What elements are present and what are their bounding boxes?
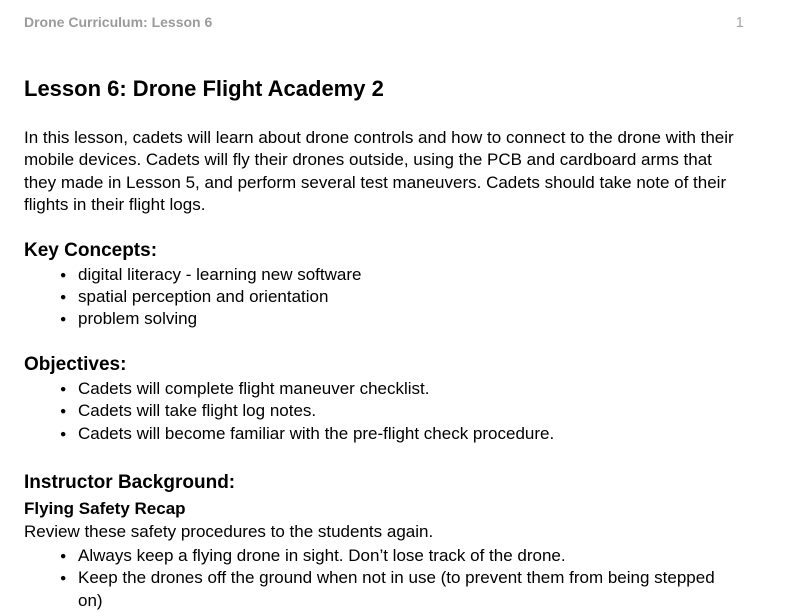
instructor-background-heading: Instructor Background: <box>24 472 236 494</box>
list-item-text: Cadets will complete flight maneuver checklist. <box>78 378 430 398</box>
document-header <box>24 0 744 32</box>
running-header-title: Drone Curriculum: Lesson 6 <box>24 14 213 30</box>
safety-list <box>24 545 744 612</box>
list-item <box>24 423 744 445</box>
list-item <box>24 400 744 422</box>
list-item-text: Cadets will take flight log notes. <box>78 401 317 421</box>
bullet-icon: ● <box>60 427 67 440</box>
list-item-text: spatial perception and orientation <box>78 287 329 307</box>
list-item <box>24 286 744 308</box>
list-item <box>24 378 744 400</box>
bullet-icon: ● <box>60 382 67 395</box>
list-item <box>24 308 744 330</box>
list-item <box>24 567 744 612</box>
safety-intro-text: Review these safety procedures to the students again. <box>24 522 434 542</box>
page-number: 1 <box>735 14 744 31</box>
bullet-icon: ● <box>60 549 67 562</box>
intro-paragraph: In this lesson, cadets will learn about drone controls and how to connect to the drone with their mobile devices. Cadets will fly their drones outside, using the PCB and cardboard arms that they made in Lesson 5, and perform several test maneuvers. Cadets should take note of their flights in their flight logs. <box>24 128 734 215</box>
bullet-icon: ● <box>60 572 67 585</box>
bullet-icon: ● <box>60 291 67 304</box>
list-item-text: Keep the drones off the ground when not in use (to prevent them from being stepped on) <box>78 568 715 610</box>
objectives-list <box>24 378 744 445</box>
list-item <box>24 264 744 286</box>
bullet-icon: ● <box>60 405 67 418</box>
key-concepts-heading: Key Concepts: <box>24 239 158 261</box>
objectives-heading: Objectives: <box>24 353 127 375</box>
list-item-text: Cadets will become familiar with the pre-flight check procedure. <box>78 423 555 443</box>
list-item <box>24 545 744 567</box>
bullet-icon: ● <box>60 313 67 326</box>
flying-safety-recap-subheading: Flying Safety Recap <box>24 499 186 519</box>
page-title: Lesson 6: Drone Flight Academy 2 <box>24 76 384 101</box>
list-item-text: problem solving <box>78 309 198 329</box>
bullet-icon: ● <box>60 268 67 281</box>
list-item-text: Always keep a flying drone in sight. Don’t lose track of the drone. <box>78 545 566 565</box>
list-item-text: digital literacy - learning new software <box>78 264 362 284</box>
key-concepts-list <box>24 264 744 331</box>
